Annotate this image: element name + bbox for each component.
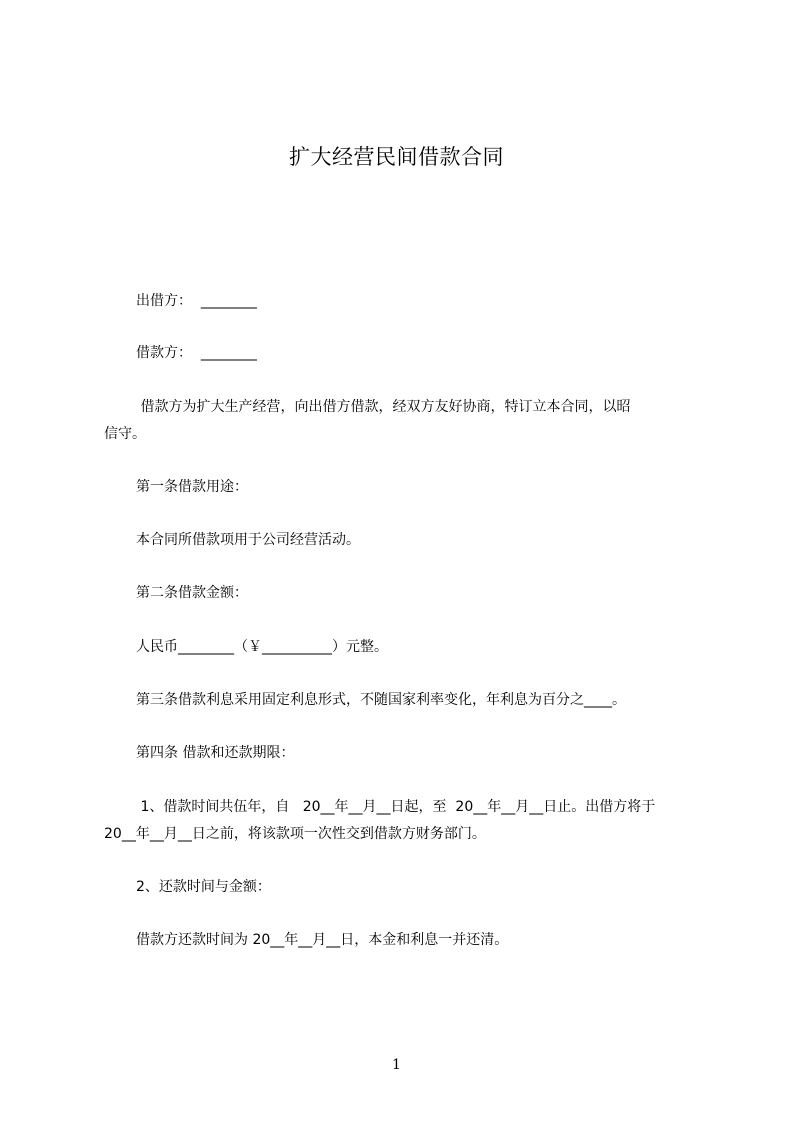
intro-paragraph-line-1: 借款方为扩大生产经营，向出借方借款，经双方友好协商，特订立本合同，以昭 bbox=[136, 399, 631, 415]
article-4-heading: 第四条 借款和还款期限： bbox=[136, 745, 295, 761]
document-title: 扩大经营民间借款合同 bbox=[289, 145, 504, 169]
intro-paragraph-line-2: 信守。 bbox=[104, 426, 146, 442]
article-4-item-2-heading: 2、还款时间与金额： bbox=[136, 879, 271, 895]
article-1-heading: 第一条借款用途： bbox=[136, 479, 248, 495]
article-3: 第三条借款利息采用固定利息形式，不随国家利率变化，年利息为百分之____。 bbox=[136, 692, 626, 708]
article-2-heading: 第二条借款金额： bbox=[136, 585, 248, 601]
page-number: 1 bbox=[392, 1057, 401, 1073]
article-2-body: 人民币________（￥__________）元整。 bbox=[136, 639, 388, 655]
article-4-item-1-line-2: 20__年__月__日之前，将该款项一次性交到借款方财务部门。 bbox=[104, 826, 486, 842]
lender-line: 出借方： ________ bbox=[136, 293, 257, 309]
article-1-body: 本合同所借款项用于公司经营活动。 bbox=[136, 532, 360, 548]
borrower-line: 借款方： ________ bbox=[136, 345, 257, 361]
article-4-item-1-line-1: 1、借款时间共伍年，自 20__年__月__日起，至 20__年__月__日止。出借方将于 bbox=[136, 799, 656, 815]
article-4-item-2-body: 借款方还款时间为 20__年__月__日，本金和利息一并还清。 bbox=[136, 932, 509, 948]
